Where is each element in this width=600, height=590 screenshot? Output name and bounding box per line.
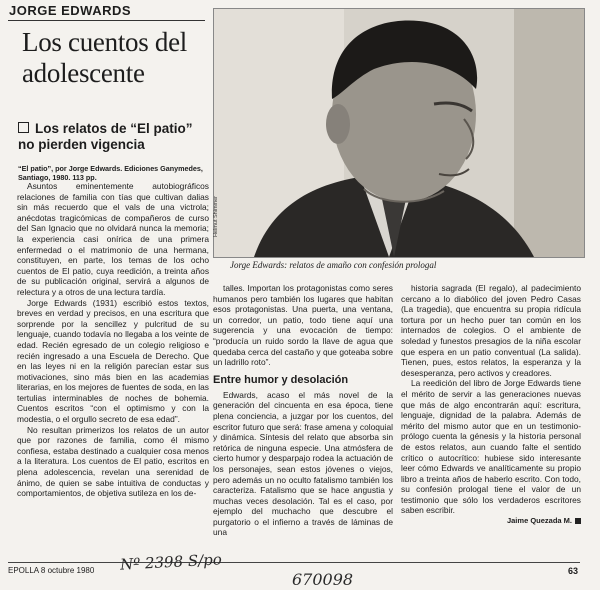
- section-heading: Entre humor y desolación: [213, 373, 349, 386]
- square-bullet-icon: [18, 122, 29, 133]
- paragraph: [401, 378, 581, 516]
- portrait-illustration: [214, 9, 584, 257]
- column-1: [17, 181, 209, 499]
- end-mark-icon: [575, 518, 581, 524]
- photo-caption: Jorge Edwards: relatos de amaño con confesión prologal: [230, 260, 437, 270]
- paragraph: talles. Importan los protagonistas como seres humanos pero también los lugares que habitan esos protagonistas. Una puerta, una ventana, un corredor, un patio, todo tiene aquí una sugerencia y una evocación de tiempo: “producía un ruido sordo la llave de agua que quedaba cerca del castaño y que goteaba sobre un ladrillo roto”.: [213, 283, 393, 368]
- paragraph: historia sagrada (El regalo), al padecimiento cercano a lo diabólico del joven Pedro Casas (La tragedia), que encuentra su propia ridícula tortura por un hecho puer tan común en los internados de colegios. O el ambiente de soledad y funestos presagios de la niña escolar que espera en un patio conventual (La salida). Tienen, pues, estos relatos, la esperanza y la desesperanza, pero activos y creadores.: [401, 283, 581, 378]
- author-name: JORGE EDWARDS: [9, 3, 132, 18]
- header-rule: [8, 20, 205, 21]
- footer-rule: [8, 562, 580, 563]
- author-signature: [507, 516, 581, 527]
- column-2: [213, 283, 393, 538]
- paragraph-text: La reedición del libro de Jorge Edwards tiene el mérito de servir a las generaciones nuevas que más de algo encontrarán aquí: escritura, lenguaje, dignidad de la palabra. Además de mérito del mismo autor que en un testimonio-prólogo cuenta la génesis y la historia personal de estos relatos, aun cuando falte el sentido crítico o autocrítico: hubiese sido interesante leer cómo Edwards ve analíticamente su propio libro a treinta años de haberlo escrito. Con todo, su confesión prologal tiene el valor de un testimonio que sólo los verdaderos escritores saben escribir.: [401, 378, 581, 516]
- paragraph: Jorge Edwards (1931) escribió estos textos, breves en verdad y precisos, en una escritura que sorprende por la sencillez y pulcritud de su lenguaje, cuando todavía no llegaba a los veinte de edad. Recién egresado de un colegio religioso e recién ingresado a una Escuela de Derecho. Que en las leyes ni en la religión parecían estar sus motivaciones, sino más bien en las academias literarias, en los mejores de fuentes de soda, en las tertulias interminables de noches de bohemia. Cuentos escritos “con el optimismo y con la modestia, o el orgullo secreto de esa edad”.: [17, 297, 209, 425]
- paragraph: Edwards, acaso el más novel de la generación del cincuenta en esa época, tiene plena conciencia, a juzgar por los cuentos, del escritor futuro que será: frase amena y coloquial y dinámica. Síntesis del relato que absorba sin retórica de ninguna especie. Una atmósfera de cierto humor y desparpajo rodea la actuación de los personajes, sean estos jóvenes o viejos, pero además un no oculto fatalismo también los caracteriza. Fatalismo que se hace angustia y muchas veces desolación. Tal es el caso, por ejemplo del muchacho que descubre el purgatorio o el infierno a través de láminas de una: [213, 389, 393, 538]
- page-number: 63: [568, 566, 579, 576]
- paragraph: No resultan primerizos los relatos de un autor que por razones de familia, como él mismo confiesa, estaba destinado a cualquier cosa menos a la literatura. Los cuentos de El patio, escritos en plena adolescencia, revelan una serenidad de ánimo, de quien se sabe intuitiva de conductas y comportamientos, de objetiva sutileza en los de-: [17, 424, 209, 499]
- signature-text: Jaime Quezada M.: [506, 516, 572, 526]
- handwritten-note: Nº 2398 S/po: [119, 550, 223, 574]
- photo-credit: Helmut Shimmer: [213, 196, 219, 237]
- article-subhead: [18, 121, 208, 153]
- bibliographic-note: “El patio”, por Jorge Edwards. Ediciones Ganymedes, Santiago, 1980. 113 pp.: [18, 164, 203, 182]
- subhead-text: Los relatos de “El patio” no pierden vigencia: [18, 121, 193, 152]
- handwritten-number: 670098: [292, 570, 354, 589]
- article-title: Los cuentos del adolescente: [22, 27, 187, 88]
- column-3: [401, 283, 581, 527]
- paragraph: Asuntos eminentemente autobiográficos relaciones de familia con tías que cultivan dalias sin más recuerdo que el vals de una victrola; anécdotas tragicómicas de compañeros de curso del San Ignacio que no olvidará nunca la memoria; la experiencia casi onírica de una primera enfermedad o el matrimonio de una hermana, constituyen, en parte, los temas de los ocho cuentos de El patio, cuya reedición, a treinta años de su publicación original, servirá a algunos de relectura y a otros de una lectura tardía.: [17, 181, 209, 297]
- author-photo: [213, 8, 585, 258]
- publication-date: EPOLLA 8 octubre 1980: [8, 566, 95, 575]
